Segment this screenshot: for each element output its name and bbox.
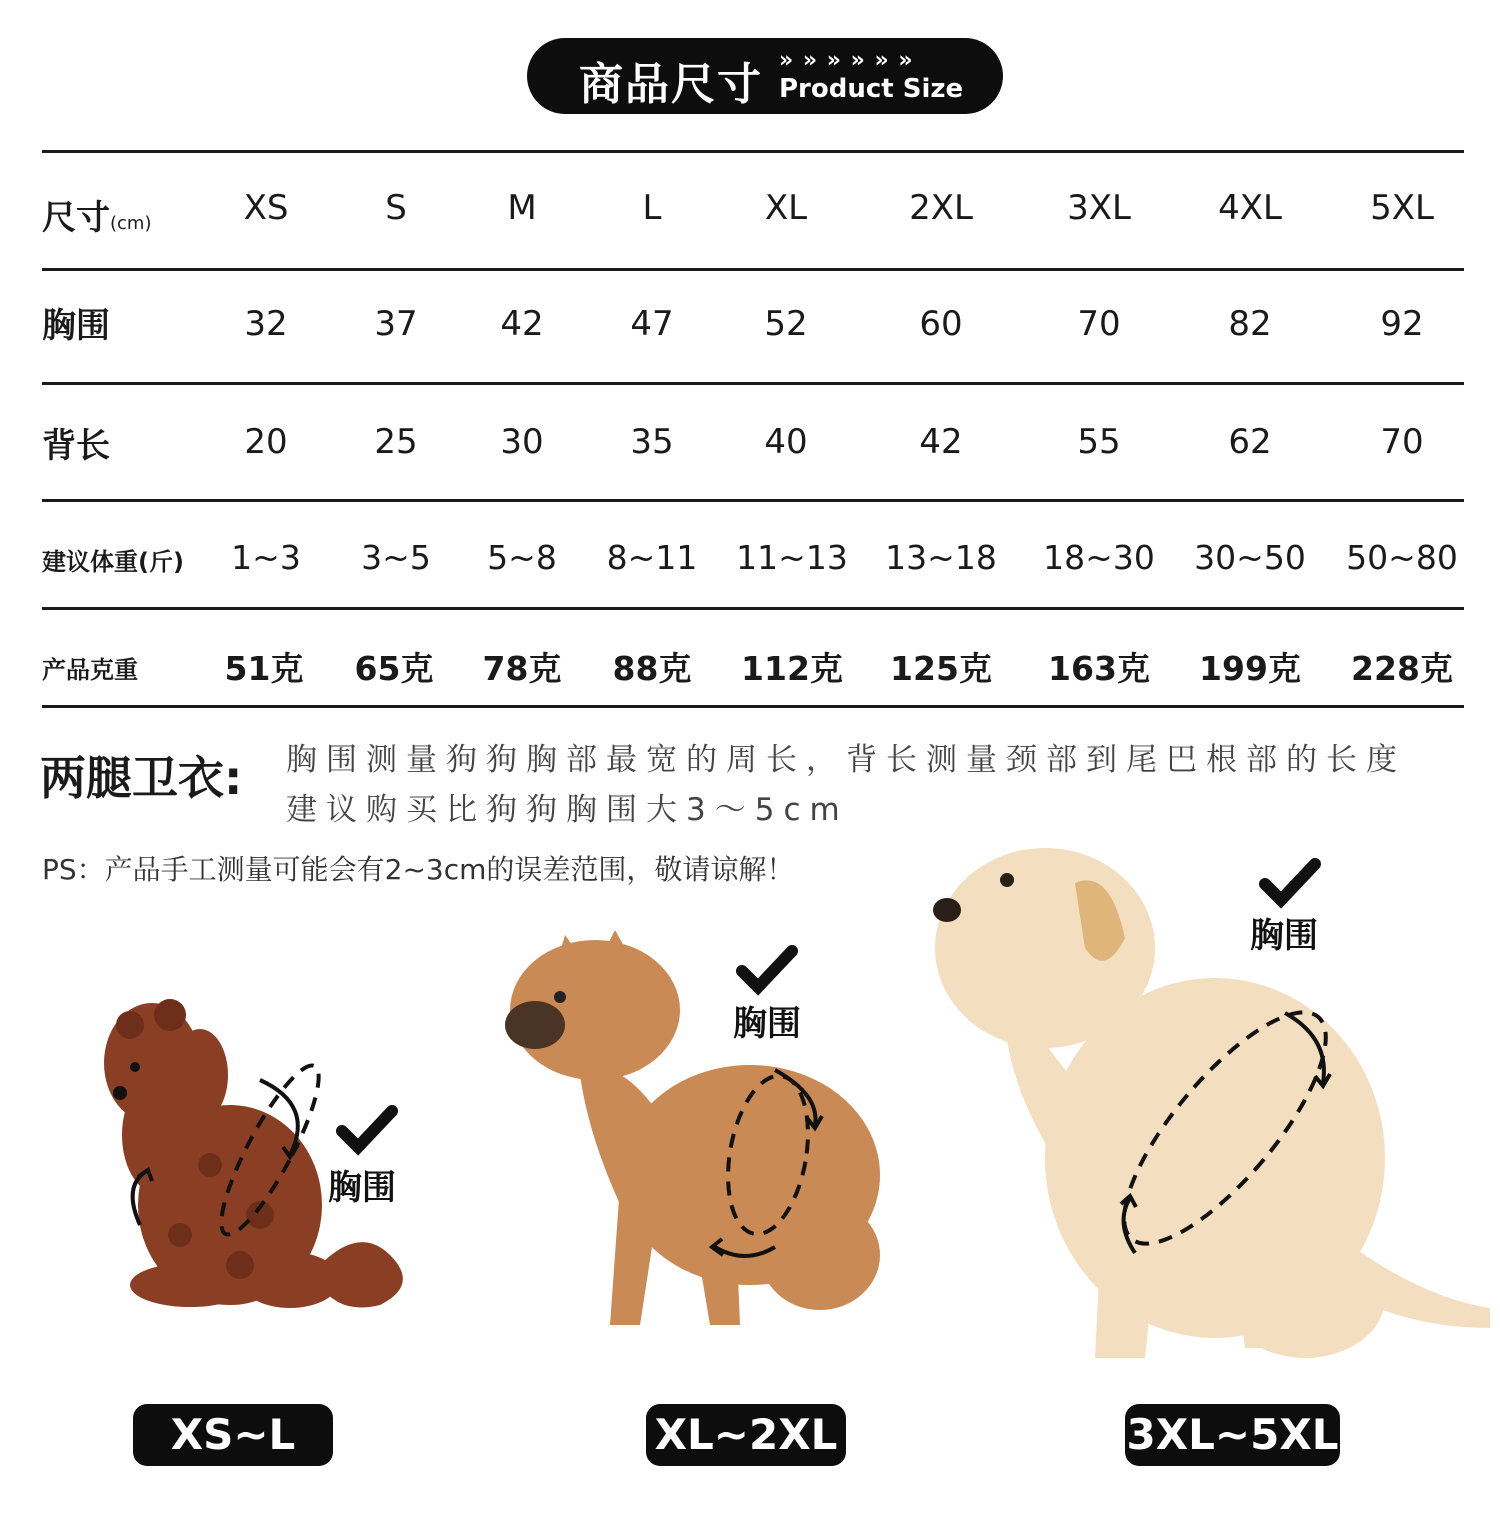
table-cell: 70 [1380, 422, 1424, 462]
poodle-illustration [90, 985, 450, 1325]
table-rule [42, 499, 1464, 502]
table-cell: 3XL [1067, 188, 1131, 228]
section-title-cn: 商品尺寸 [579, 59, 763, 110]
table-cell: 32 [244, 304, 288, 344]
table-cell: 228克 [1351, 649, 1453, 688]
table-cell: 42 [500, 304, 544, 344]
table-cell: 18~30 [1043, 538, 1155, 577]
table-rule [42, 268, 1464, 271]
table-rule [42, 705, 1464, 708]
size-group-badge-large: 3XL~5XL [1125, 1404, 1340, 1466]
table-cell: 8~11 [606, 538, 698, 577]
table-cell: 30 [500, 422, 544, 462]
table-rule [42, 607, 1464, 610]
table-rule [42, 382, 1464, 385]
row-label: 产品克重 [42, 656, 138, 684]
table-cell: XL [764, 188, 808, 228]
table-cell: 37 [374, 304, 418, 344]
table-cell: 51克 [224, 649, 304, 688]
row-unit: (cm) [110, 213, 152, 234]
chest-tag: 胸围 [1250, 916, 1318, 956]
table-cell: L [642, 188, 662, 228]
table-cell: 88克 [612, 649, 692, 688]
note-measure-line: 胸围测量狗狗胸部最宽的周长，背长测量颈部到尾巴根部的长度 [286, 742, 1406, 778]
note-recommend-line: 建议购买比狗狗胸围大3～5cm [286, 792, 849, 828]
table-cell: XS [243, 188, 289, 228]
size-group-badge-small: XS~L [133, 1404, 333, 1466]
row-label [42, 190, 151, 239]
checkmark-icon [342, 1111, 392, 1147]
table-cell: 1~3 [231, 538, 301, 577]
table-cell: 55 [1077, 422, 1121, 462]
table-cell: 125克 [890, 649, 992, 688]
section-title-en: Product Size [779, 74, 964, 104]
retriever-illustration [925, 828, 1495, 1388]
table-cell: 70 [1077, 304, 1121, 344]
row-label: 建议体重(斤) [42, 548, 184, 576]
table-cell: 199克 [1199, 649, 1301, 688]
table-cell: 30~50 [1194, 538, 1306, 577]
table-cell: 82 [1228, 304, 1272, 344]
table-cell: 11~13 [736, 538, 848, 577]
table-cell: 112克 [741, 649, 843, 688]
table-cell: 62 [1228, 422, 1272, 462]
table-cell: 47 [630, 304, 674, 344]
table-cell: 42 [919, 422, 963, 462]
table-cell: S [385, 188, 407, 228]
table-cell: 60 [919, 304, 963, 344]
table-cell: 52 [764, 304, 808, 344]
table-cell: 35 [630, 422, 674, 462]
table-cell: M [507, 188, 537, 228]
size-group-badge-medium: XL~2XL [646, 1404, 846, 1466]
chest-tag: 胸围 [733, 1004, 801, 1044]
table-cell: 13~18 [885, 538, 997, 577]
table-cell: 20 [244, 422, 288, 462]
section-title-badge [527, 38, 1003, 114]
table-cell: 5~8 [487, 538, 557, 577]
table-rule [42, 150, 1464, 153]
table-cell: 65克 [354, 649, 434, 688]
table-cell: 3~5 [361, 538, 431, 577]
table-cell: 2XL [909, 188, 973, 228]
table-cell: 25 [374, 422, 418, 462]
table-cell: 50~80 [1346, 538, 1458, 577]
bulldog-illustration [500, 925, 900, 1345]
table-cell: 40 [764, 422, 808, 462]
checkmark-icon [1265, 864, 1315, 900]
note-title: 两腿卫衣: [40, 751, 243, 805]
row-label: 背长 [42, 426, 110, 466]
ps-note: PS：产品手工测量可能会有2~3cm的误差范围，敬请谅解！ [42, 853, 795, 886]
row-label-text: 尺寸 [42, 198, 110, 238]
chest-tag: 胸围 [328, 1168, 396, 1208]
chevron-right-icon: » » » » » » [779, 48, 914, 73]
table-cell: 92 [1380, 304, 1424, 344]
table-cell: 163克 [1048, 649, 1150, 688]
row-label: 胸围 [42, 306, 110, 346]
table-cell: 78克 [482, 649, 562, 688]
table-cell: 4XL [1218, 188, 1282, 228]
table-cell: 5XL [1370, 188, 1434, 228]
checkmark-icon [742, 951, 792, 987]
